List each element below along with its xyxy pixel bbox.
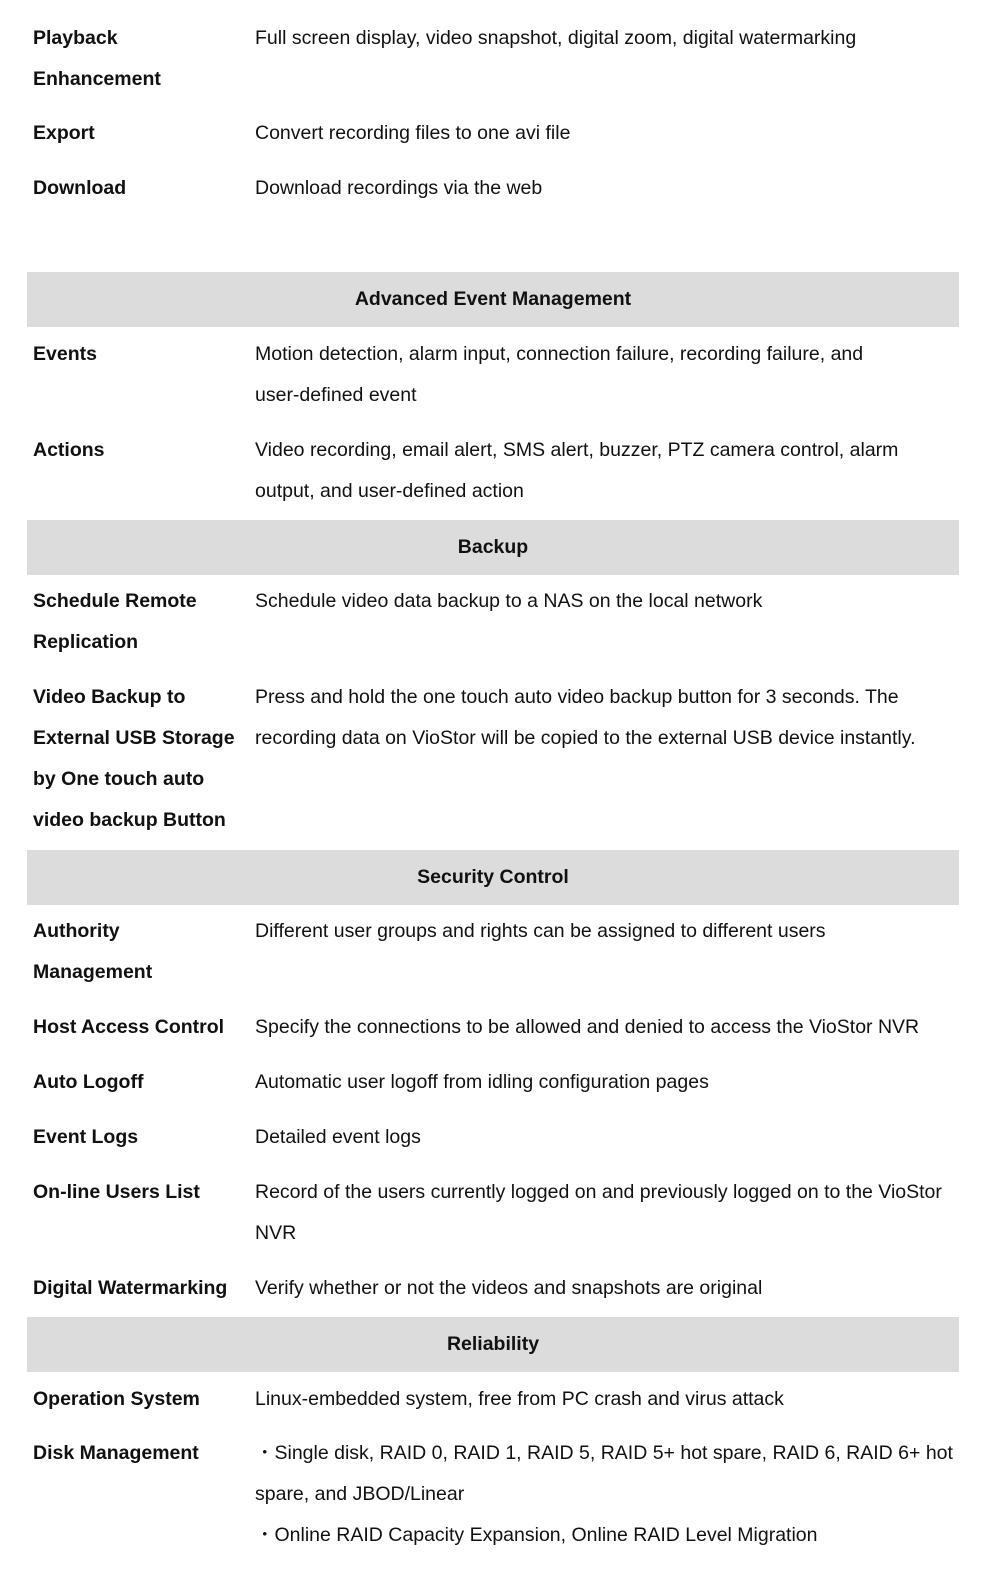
spec-value: Motion detection, alarm input, connection failure, recording failure, and user-defined event — [255, 343, 864, 406]
spec-label: Video Backup to External USB Storage by One touch auto video backup Button — [33, 686, 235, 831]
spec-label: On-line Users List — [33, 1181, 200, 1203]
spec-label: Actions — [33, 439, 105, 461]
spec-label: Digital Watermarking — [33, 1277, 228, 1299]
spec-value: Schedule video data backup to a NAS on the local network — [255, 590, 763, 612]
spec-label: Auto Logoff — [33, 1071, 144, 1093]
spec-label: Events — [33, 343, 97, 365]
spec-label: Operation System — [33, 1388, 200, 1410]
spec-value: Record of the users currently logged on and previously logged on to the VioStor NVR — [255, 1181, 942, 1244]
spec-label: Disk Management — [33, 1442, 199, 1464]
spec-value — [255, 1433, 959, 1556]
spec-value: Verify whether or not the videos and snapshots are original — [255, 1277, 763, 1299]
spec-label: Schedule Remote Replication — [33, 590, 197, 653]
spec-label: Authority Management — [33, 920, 153, 983]
spec-value: Linux-embedded system, free from PC crash and virus attack — [255, 1388, 784, 1410]
spec-label: Host Access Control — [33, 1016, 225, 1038]
spec-value: Press and hold the one touch auto video backup button for 3 seconds. The recording data on VioStor will be copied to the external USB device instantly. — [255, 686, 916, 749]
spec-value: Detailed event logs — [255, 1126, 421, 1148]
spec-label: Download — [33, 177, 127, 199]
spec-label: Playback Enhancement — [33, 27, 161, 90]
section-header-reliability: Reliability — [27, 1317, 959, 1372]
spec-value: Automatic user logoff from idling configuration pages — [255, 1071, 709, 1093]
spec-label: Export — [33, 122, 95, 144]
spec-value: Full screen display, video snapshot, digital zoom, digital watermarking — [255, 27, 857, 49]
spec-value: Specify the connections to be allowed and denied to access the VioStor NVR — [255, 1016, 920, 1038]
section-header-event: Advanced Event Management — [27, 272, 959, 327]
section-header-backup: Backup — [27, 520, 959, 575]
spec-value: Different user groups and rights can be assigned to different users — [255, 920, 826, 942]
bullet-item: ・Online RAID Capacity Expansion, Online RAID Level Migration — [255, 1524, 818, 1546]
spec-value: Download recordings via the web — [255, 177, 543, 199]
section-header-security: Security Control — [27, 850, 959, 905]
spec-label: Event Logs — [33, 1126, 139, 1148]
spec-value: Video recording, email alert, SMS alert, buzzer, PTZ camera control, alarm output, and user-defined action — [255, 439, 899, 502]
bullet-item: ・Single disk, RAID 0, RAID 1, RAID 5, RAID 5+ hot spare, RAID 6, RAID 6+ hot spare, and JBOD/Linear — [255, 1442, 953, 1505]
spec-value: Convert recording files to one avi file — [255, 122, 571, 144]
